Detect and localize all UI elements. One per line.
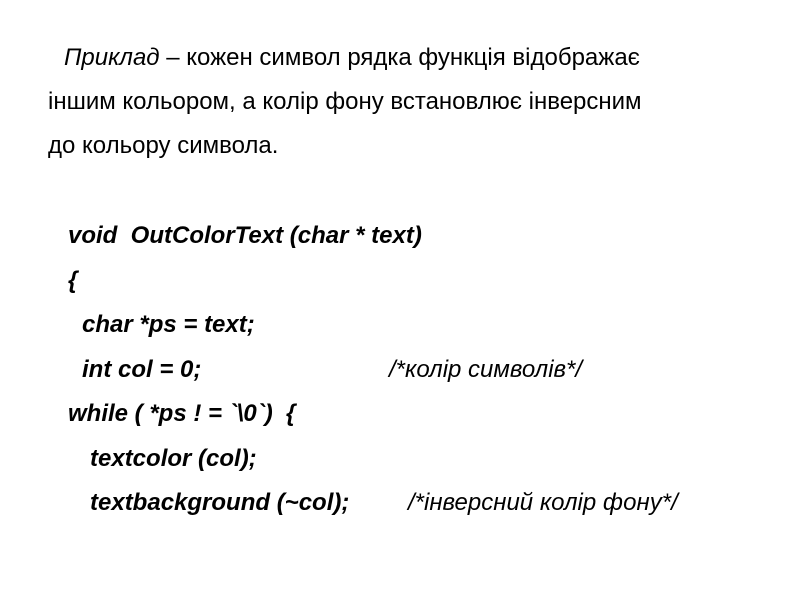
code-line-signature: void OutColorText (char * text)	[68, 222, 422, 249]
intro-lead-word: Приклад	[64, 44, 160, 71]
intro-paragraph	[48, 36, 768, 168]
code-line-col-decl	[68, 348, 778, 393]
code-textbackground-call: textbackground (~col);	[90, 489, 350, 516]
intro-line-3: до кольору символа.	[48, 132, 279, 159]
code-line-textcolor: textcolor (col);	[90, 444, 257, 472]
code-line-while: while ( *ps ! = `\0`) {	[68, 400, 296, 427]
code-col-decl: int col = 0;	[82, 355, 202, 383]
code-block	[68, 214, 778, 526]
code-comment-symbol-color: /*колір символів*/	[389, 355, 583, 383]
code-line-textbackground	[68, 481, 778, 526]
intro-line-1-rest: – кожен символ рядка функція відображає	[159, 44, 640, 71]
code-line-ps-decl: char *ps = text;	[82, 311, 255, 338]
intro-line-1	[48, 36, 768, 80]
code-comment-inverse-bg: /*інверсний колір фону*/	[408, 489, 678, 516]
code-line-open-brace: {	[68, 266, 78, 294]
intro-line-2: іншим кольором, а колір фону встановлює інверсним	[48, 88, 642, 115]
